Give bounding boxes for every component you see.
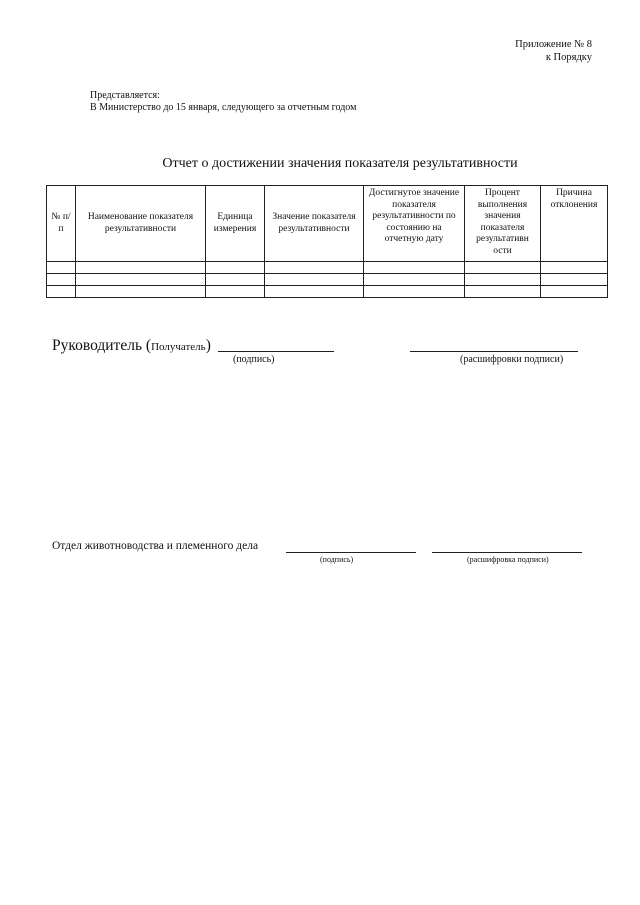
table-cell[interactable]: [47, 262, 76, 274]
table-cell[interactable]: [265, 286, 364, 298]
table-cell[interactable]: [47, 274, 76, 286]
header-completion-percent: Процент выполнения значения показателя результативн ости: [465, 186, 541, 262]
table-row: [47, 286, 608, 298]
head-signature-caption: (подпись): [233, 354, 275, 365]
report-table: [46, 185, 608, 298]
table-cell[interactable]: [541, 286, 608, 298]
header-achieved-value: Достигнутое значение показателя результативности по состоянию на отчетную дату: [364, 186, 465, 262]
table-header-row: [47, 186, 608, 262]
appendix-note: [515, 38, 592, 64]
header-unit: Единица измерения: [206, 186, 265, 262]
submission-note: [90, 90, 356, 114]
dept-signature-caption: (подпись): [320, 555, 354, 564]
header-deviation-reason: Причина отклонения: [541, 186, 608, 262]
appendix-reference: к Порядку: [545, 52, 592, 63]
dept-transcript-caption: (расшифровка подписи): [467, 555, 549, 564]
head-transcript-line[interactable]: [410, 351, 578, 352]
header-number: № п/п: [47, 186, 76, 262]
table-cell[interactable]: [47, 286, 76, 298]
table-cell[interactable]: [541, 274, 608, 286]
head-label-close: ): [205, 337, 211, 354]
table-cell[interactable]: [76, 274, 206, 286]
appendix-number: Приложение № 8: [515, 39, 592, 50]
dept-signature-line[interactable]: [286, 552, 416, 553]
submission-label: Представляется:: [90, 90, 160, 101]
table-cell[interactable]: [206, 286, 265, 298]
table-cell[interactable]: [206, 274, 265, 286]
dept-transcript-line[interactable]: [432, 552, 582, 553]
table-cell[interactable]: [76, 262, 206, 274]
table-row: [47, 262, 608, 274]
table-cell[interactable]: [541, 262, 608, 274]
table-cell[interactable]: [265, 262, 364, 274]
head-signature-line[interactable]: [218, 351, 334, 352]
head-label-main: Руководитель (: [52, 337, 152, 354]
table-cell[interactable]: [76, 286, 206, 298]
table-cell[interactable]: [465, 262, 541, 274]
table-cell[interactable]: [364, 274, 465, 286]
header-indicator-value: Значение показателя результативности: [265, 186, 364, 262]
table-cell[interactable]: [364, 262, 465, 274]
head-signature-label: [52, 337, 211, 355]
header-indicator-name: Наименование показателя результативности: [76, 186, 206, 262]
report-title: Отчет о достижении значения показателя результативности: [162, 156, 518, 171]
table-cell[interactable]: [265, 274, 364, 286]
table-cell[interactable]: [465, 274, 541, 286]
submission-recipient: В Министерство до 15 января, следующего за отчетным годом: [90, 102, 357, 113]
dept-signature-label: Отдел животноводства и племенного дела: [52, 540, 259, 552]
table-cell[interactable]: [364, 286, 465, 298]
table-cell[interactable]: [465, 286, 541, 298]
table-row: [47, 274, 608, 286]
table-cell[interactable]: [206, 262, 265, 274]
head-transcript-caption: (расшифровки подписи): [460, 354, 564, 365]
head-label-recipient: Получатель: [151, 341, 206, 353]
